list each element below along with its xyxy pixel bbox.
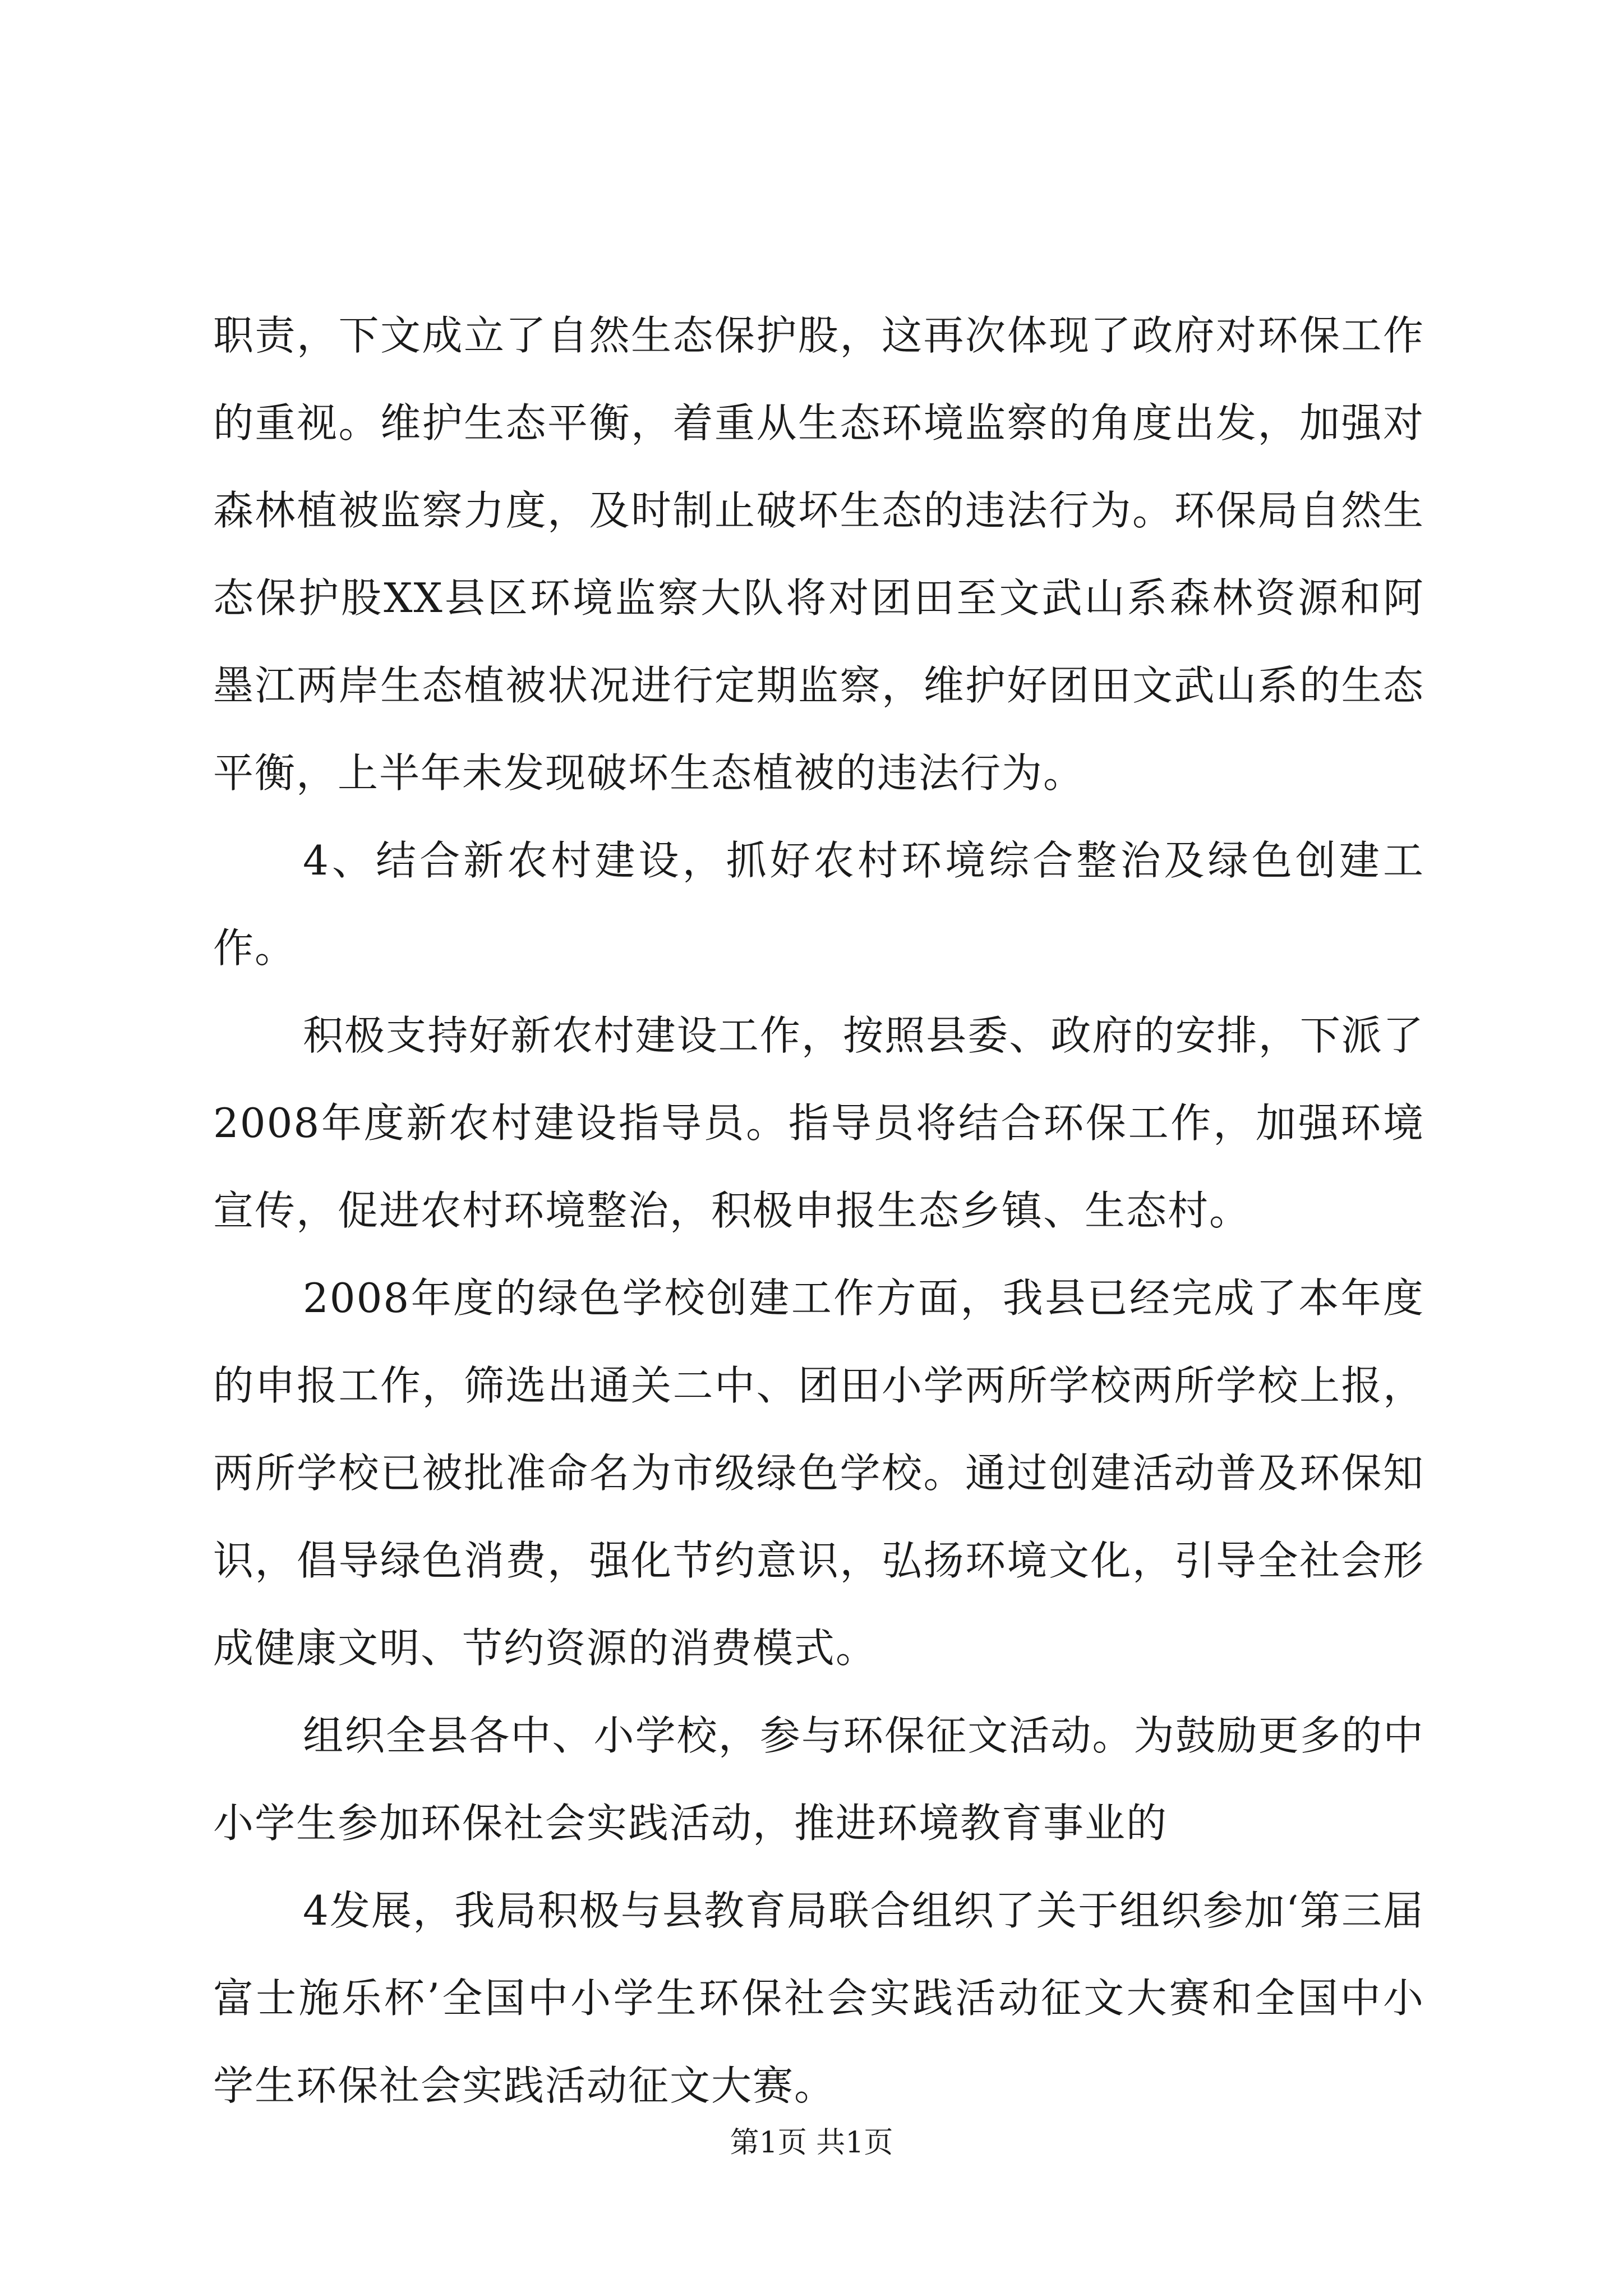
page-footer — [0, 2120, 1623, 2165]
paragraph-1: 职责，下文成立了自然生态保护股，这再次体现了政府对环保工作的重视。维护生态平衡，着重从生态环境监察的角度出发，加强对森林植被监察力度，及时制止破坏生态的违法行为。环保局自然生态保护股XX县区环境监察大队将对团田至文武山系森林资源和阿墨江两岸生态植被状况进行定期监察，维护好团田文武山系的生态平衡，上半年未发现破坏生态植被的违法行为。 — [213, 312, 1424, 797]
paragraph-2: 4、结合新农村建设，抓好农村环境综合整治及绿色创建工作。 — [213, 837, 1424, 972]
paragraph-5: 组织全县各中、小学校，参与环保征文活动。为鼓励更多的中小学生参加环保社会实践活动，推进环境教育事业的 — [213, 1712, 1424, 1847]
paragraph-6: 4发展，我局积极与县教育局联合组织了关于组织参加‘第三届富士施乐杯’全国中小学生环保社会实践活动征文大赛和全国中小学生环保社会实践活动征文大赛。 — [213, 1887, 1424, 2109]
paragraph-4: 2008年度的绿色学校创建工作方面，我县已经完成了本年度的申报工作，筛选出通关二中、团田小学两所学校两所学校上报，两所学校已被批准命名为市级绿色学校。通过创建活动普及环保知识，倡导绿色消费，强化节约意识，弘扬环境文化，引导全社会形成健康文明、节约资源的消费模式。 — [213, 1274, 1424, 1672]
document-body — [213, 292, 1424, 2129]
paragraph-3: 积极支持好新农村建设工作，按照县委、政府的安排，下派了2008年度新农村建设指导员。指导员将结合环保工作，加强环境宣传，促进农村环境整治，积极申报生态乡镇、生态村。 — [213, 1012, 1424, 1234]
page-number-label: 第1页 共1页 — [730, 2126, 893, 2160]
